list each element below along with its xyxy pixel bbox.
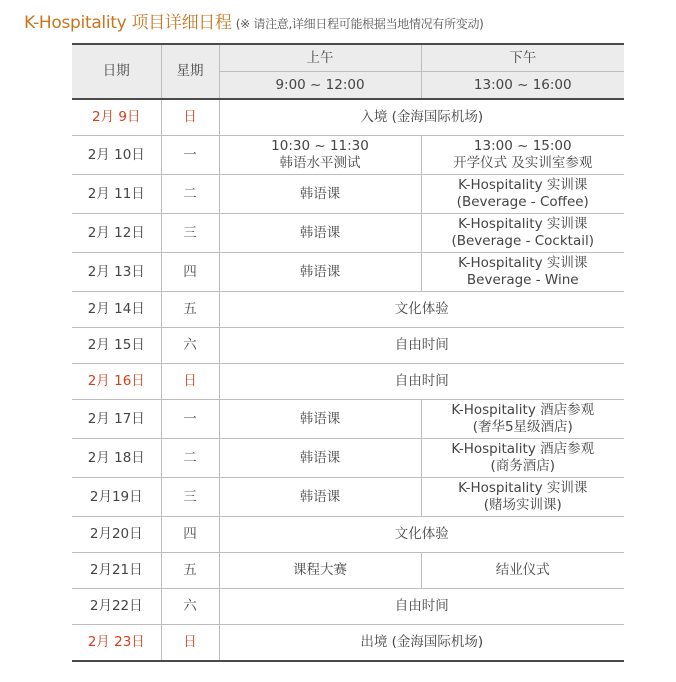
header-pm: 下午 (421, 44, 624, 72)
header-am-time: 9:00 ~ 12:00 (219, 72, 421, 100)
weekday-cell: 六 (161, 328, 219, 364)
header-weekday: 星期 (161, 44, 219, 99)
pm-line: K-Hospitality 实训课 (458, 216, 588, 232)
pm-cell (421, 136, 624, 175)
weekday-cell: 日 (161, 364, 219, 400)
weekday-cell: 日 (161, 625, 219, 662)
pm-cell (421, 400, 624, 439)
pm-cell (421, 478, 624, 517)
header-date: 日期 (72, 44, 161, 99)
activity-cell: 自由时间 (219, 364, 624, 400)
pm-line: (商务酒店) (490, 458, 556, 474)
pm-cell (421, 214, 624, 253)
weekday-cell: 二 (161, 175, 219, 214)
pm-cell (421, 439, 624, 478)
am-cell: 韩语课 (219, 478, 421, 517)
am-cell: 韩语课 (219, 400, 421, 439)
schedule-note: (※ 请注意,详细日程可能根据当地情况有所变动) (235, 17, 484, 31)
date-cell: 2月 15日 (72, 328, 161, 364)
table-row (72, 400, 624, 439)
pm-cell (421, 253, 624, 292)
table-row (72, 99, 624, 136)
pm-line: K-Hospitality 酒店参观 (451, 441, 595, 457)
weekday-cell: 四 (161, 517, 219, 553)
page-title: K-Hospitality 项目详细日程 (24, 13, 232, 33)
pm-line: (奢华5星级酒店) (472, 419, 573, 435)
pm-line: Beverage - Wine (466, 272, 579, 288)
weekday-cell: 一 (161, 400, 219, 439)
table-row (72, 328, 624, 364)
pm-cell: 结业仪式 (421, 553, 624, 589)
table-row (72, 517, 624, 553)
activity-cell: 出境 (金海国际机场) (219, 625, 624, 662)
activity-cell: 入境 (金海国际机场) (219, 99, 624, 136)
pm-line: (Beverage - Coffee) (456, 194, 589, 210)
table-row (72, 439, 624, 478)
date-cell: 2月22日 (72, 589, 161, 625)
date-cell: 2月 23日 (72, 625, 161, 662)
weekday-cell: 五 (161, 553, 219, 589)
table-row (72, 364, 624, 400)
table-row (72, 589, 624, 625)
pm-line: K-Hospitality 酒店参观 (451, 402, 595, 418)
weekday-cell: 三 (161, 478, 219, 517)
table-row (72, 625, 624, 662)
date-cell: 2月 13日 (72, 253, 161, 292)
pm-line: (赌场实训课) (483, 497, 562, 513)
am-line: 韩语水平测试 (279, 155, 361, 171)
header-am: 上午 (219, 44, 421, 72)
weekday-cell: 三 (161, 214, 219, 253)
table-row (72, 553, 624, 589)
schedule-table (72, 43, 624, 662)
weekday-cell: 一 (161, 136, 219, 175)
page-title-row (24, 8, 484, 33)
weekday-cell: 日 (161, 99, 219, 136)
activity-cell: 自由时间 (219, 589, 624, 625)
table-row (72, 136, 624, 175)
weekday-cell: 五 (161, 292, 219, 328)
pm-cell (421, 175, 624, 214)
weekday-cell: 二 (161, 439, 219, 478)
date-cell: 2月21日 (72, 553, 161, 589)
am-cell: 韩语课 (219, 439, 421, 478)
pm-line: (Beverage - Cocktail) (451, 233, 595, 249)
date-cell: 2月 17日 (72, 400, 161, 439)
am-cell: 课程大赛 (219, 553, 421, 589)
schedule-header (72, 44, 624, 99)
date-cell: 2月 14日 (72, 292, 161, 328)
date-cell: 2月 11日 (72, 175, 161, 214)
pm-line: K-Hospitality 实训课 (458, 255, 588, 271)
table-row (72, 214, 624, 253)
weekday-cell: 六 (161, 589, 219, 625)
pm-line: K-Hospitality 实训课 (458, 177, 588, 193)
date-cell: 2月 18日 (72, 439, 161, 478)
activity-cell: 文化体验 (219, 292, 624, 328)
schedule-body (72, 99, 624, 661)
table-row (72, 478, 624, 517)
table-row (72, 253, 624, 292)
table-row (72, 175, 624, 214)
date-cell: 2月 16日 (72, 364, 161, 400)
date-cell: 2月19日 (72, 478, 161, 517)
pm-line: 开学仪式 及实训室参观 (453, 155, 593, 171)
date-cell: 2月20日 (72, 517, 161, 553)
activity-cell: 自由时间 (219, 328, 624, 364)
am-cell: 韩语课 (219, 175, 421, 214)
date-cell: 2月 9日 (72, 99, 161, 136)
am-line: 10:30 ~ 11:30 (271, 138, 369, 154)
am-cell: 韩语课 (219, 214, 421, 253)
date-cell: 2月 12日 (72, 214, 161, 253)
am-cell (219, 136, 421, 175)
header-pm-time: 13:00 ~ 16:00 (421, 72, 624, 100)
date-cell: 2月 10日 (72, 136, 161, 175)
table-row (72, 292, 624, 328)
am-cell: 韩语课 (219, 253, 421, 292)
weekday-cell: 四 (161, 253, 219, 292)
pm-line: K-Hospitality 实训课 (458, 480, 588, 496)
activity-cell: 文化体验 (219, 517, 624, 553)
pm-line: 13:00 ~ 15:00 (473, 138, 572, 154)
